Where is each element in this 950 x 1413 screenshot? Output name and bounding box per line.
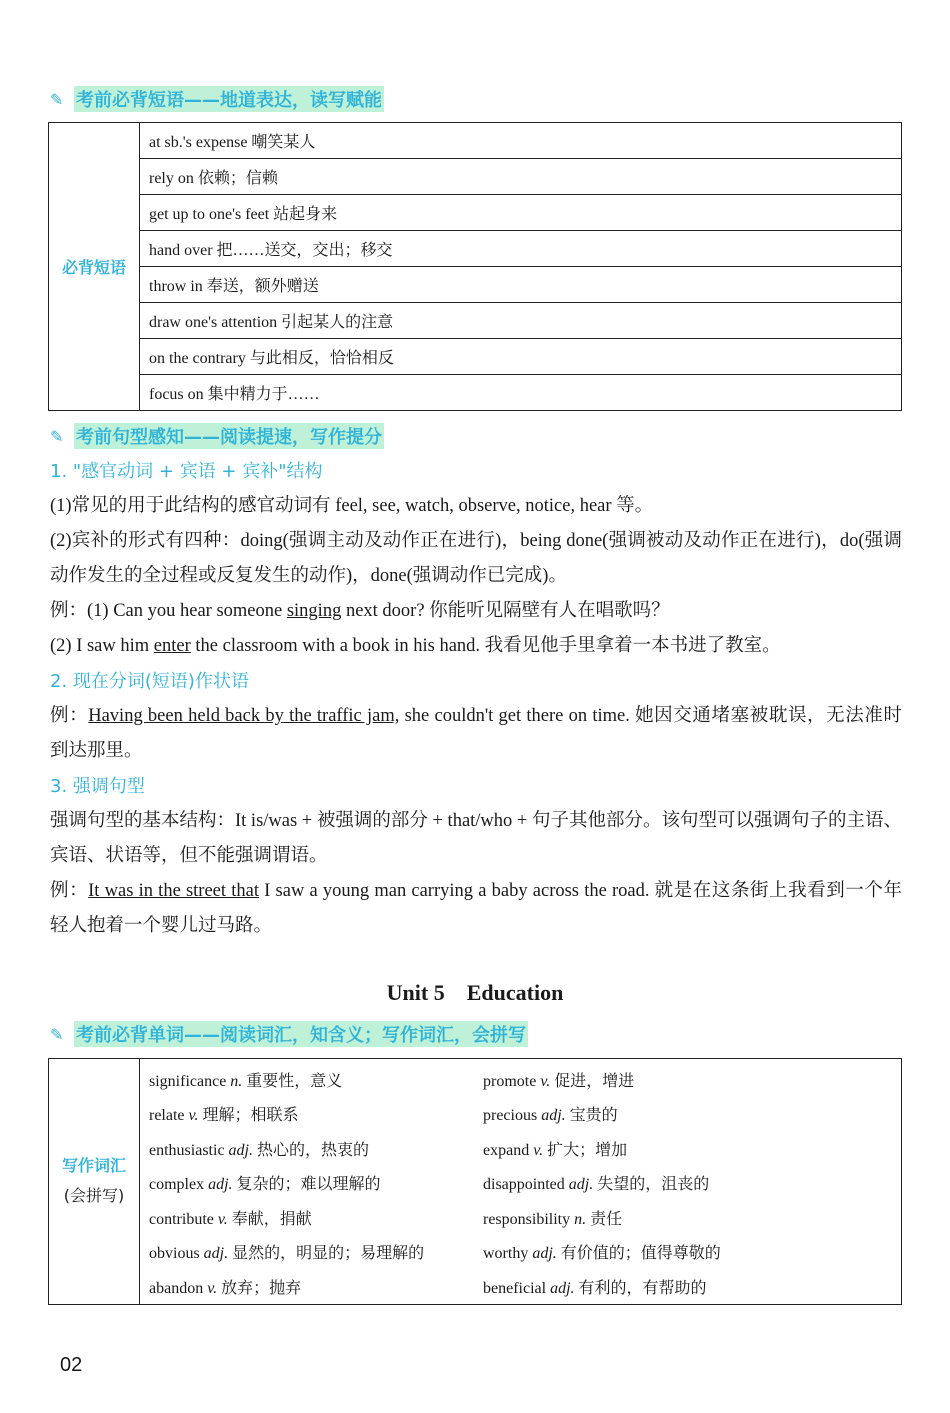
word-meaning: 奉献，捐献: [231, 1210, 312, 1228]
word-meaning: 失望的，沮丧的: [597, 1176, 710, 1194]
word-table: [48, 1058, 902, 1305]
pattern-1-line-1: (1)常见的用于此结构的感官动词有 feel, see, watch, observe, notice, hear 等。: [50, 496, 654, 516]
word: relate: [149, 1107, 185, 1125]
word-meaning: 放弃；抛弃: [221, 1279, 302, 1297]
example-text: 例：: [50, 881, 89, 901]
word-entry: [140, 1059, 484, 1097]
word-table-label: [49, 1059, 140, 1305]
word: precious: [483, 1107, 538, 1125]
section-heading-patterns: [50, 424, 384, 448]
word-entry: [140, 1235, 484, 1270]
phrase-item: at sb.'s expense 嘲笑某人: [140, 123, 902, 159]
word-entry: [140, 1269, 484, 1304]
pattern-3-example: [50, 874, 902, 944]
example-underline: It was in the street that: [88, 881, 259, 901]
example-text: she couldn't get there on time. 她因交通堵塞被耽误，无法准时到达那里。: [50, 706, 902, 761]
pattern-2-title: 2. 现在分词(短语)作状语: [50, 671, 249, 692]
word-entry: [483, 1200, 902, 1235]
part-of-speech: n.: [230, 1072, 243, 1090]
patterns-body: [50, 454, 902, 944]
word-meaning: 有价值的；值得尊敬的: [560, 1245, 721, 1263]
word-meaning: 宝贵的: [569, 1107, 618, 1125]
pattern-1-line-2: (2)宾补的形式有四种：doing(强调主动及动作正在进行)，being done(强调被动及动作正在进行)，do(强调动作发生的全过程或反复发生的动作)，done(强调动作已完成)。: [50, 531, 902, 586]
page-number: 02: [60, 1354, 83, 1376]
word: significance: [149, 1072, 227, 1090]
example-underline: singing: [286, 601, 342, 621]
example-text: 例：(1) Can you hear someone: [50, 601, 287, 621]
word-label-sub: (会拼写): [63, 1186, 125, 1206]
word: worthy: [483, 1245, 529, 1263]
phrase-item: on the contrary 与此相反，恰恰相反: [140, 339, 902, 375]
word-meaning: 重要性，意义: [246, 1072, 343, 1090]
word-meaning: 复杂的；难以理解的: [236, 1176, 381, 1194]
part-of-speech: adj.: [568, 1176, 594, 1194]
word-entry: [140, 1166, 484, 1201]
example-text: (2) I saw him: [50, 636, 154, 656]
pencil-icon: ✎: [50, 89, 64, 109]
pencil-icon: ✎: [50, 1024, 64, 1044]
pattern-2-example: [50, 699, 902, 769]
part-of-speech: n.: [574, 1210, 587, 1228]
example-underline: enter: [153, 636, 191, 656]
phrase-item: hand over 把……送交，交出；移交: [140, 231, 902, 267]
example-text: I saw a young man carrying a baby across the road. 就是在这条街上我看到一个年轻人抱着一个婴儿过马路。: [50, 881, 902, 936]
part-of-speech: adj.: [203, 1245, 229, 1263]
section-title: 考前必背单词——阅读词汇，知含义；写作词汇，会拼写: [74, 1021, 528, 1047]
phrase-table: [48, 122, 902, 411]
unit-title: Unit 5 Education: [386, 980, 564, 1005]
word-row: [49, 1097, 902, 1132]
phrase-item: get up to one's feet 站起身来: [140, 195, 902, 231]
word-row: [49, 1131, 902, 1166]
example-text: 例：: [50, 706, 89, 726]
word-row: [49, 1200, 902, 1235]
word-entry: [483, 1059, 902, 1097]
part-of-speech: v.: [188, 1107, 199, 1125]
part-of-speech: adj.: [550, 1279, 575, 1297]
pattern-3-title: 3. 强调句型: [50, 776, 145, 797]
word-entry: [140, 1097, 484, 1132]
phrase-table-label: 必背短语: [49, 123, 140, 411]
pattern-3-line-1: 强调句型的基本结构：It is/was + 被强调的部分 + that/who + 句子其他部分。该句型可以强调句子的主语、宾语、状语等，但不能强调谓语。: [50, 811, 902, 866]
word-entry: [140, 1131, 484, 1166]
pattern-1-example-2: [50, 629, 902, 664]
word-label-main: 写作词汇: [61, 1156, 126, 1176]
section-title: 考前必背短语——地道表达，读写赋能: [74, 86, 384, 112]
word: enthusiastic: [149, 1141, 225, 1159]
section-heading-phrases: [50, 87, 384, 111]
word: contribute: [149, 1210, 214, 1228]
pattern-1-example-1: [50, 594, 902, 629]
part-of-speech: adj.: [228, 1141, 253, 1159]
pattern-1-title: 1. "感官动词 + 宾语 + 宾补"结构: [50, 461, 323, 482]
word-row: [49, 1235, 902, 1270]
phrase-item: focus on 集中精力于……: [140, 375, 902, 411]
word-meaning: 扩大；增加: [547, 1141, 628, 1159]
example-text: next door? 你能听见隔壁有人在唱歌吗？: [341, 601, 670, 621]
word-meaning: 促进，增进: [554, 1072, 635, 1090]
word-meaning: 责任: [590, 1210, 623, 1228]
pencil-icon: ✎: [50, 426, 64, 446]
word-meaning: 显然的，明显的；易理解的: [232, 1245, 425, 1263]
example-text: the classroom with a book in his hand. 我看见他手里拿着一本书进了教室。: [190, 636, 781, 656]
word-meaning: 有利的，有帮助的: [578, 1279, 707, 1297]
word-entry: [483, 1235, 902, 1270]
example-underline: Having been held back by the traffic jam,: [88, 706, 400, 726]
word-row: [49, 1059, 902, 1097]
part-of-speech: adj.: [208, 1176, 233, 1194]
section-title: 考前句型感知——阅读提速，写作提分: [74, 423, 384, 449]
phrase-item: draw one's attention 引起某人的注意: [140, 303, 902, 339]
word-entry: [140, 1200, 484, 1235]
word-meaning: 热心的，热衷的: [257, 1141, 370, 1159]
word-row: [49, 1166, 902, 1201]
word: obvious: [149, 1245, 200, 1263]
word-row: [49, 1269, 902, 1304]
word: expand: [483, 1141, 530, 1159]
part-of-speech: adj.: [532, 1245, 557, 1263]
part-of-speech: adj.: [541, 1107, 566, 1125]
word: complex: [149, 1176, 205, 1194]
word-meaning: 理解；相联系: [202, 1107, 299, 1125]
word-entry: [483, 1131, 902, 1166]
part-of-speech: v.: [533, 1141, 544, 1159]
word-entry: [483, 1166, 902, 1201]
word-entry: [483, 1097, 902, 1132]
word: abandon: [149, 1279, 204, 1297]
section-heading-words: [50, 1022, 528, 1046]
part-of-speech: v.: [540, 1072, 551, 1090]
word: responsibility: [483, 1210, 571, 1228]
word: disappointed: [483, 1176, 565, 1194]
phrase-item: rely on 依赖；信赖: [140, 159, 902, 195]
word: promote: [483, 1072, 537, 1090]
part-of-speech: v.: [207, 1279, 218, 1297]
phrase-item: throw in 奉送，额外赠送: [140, 267, 902, 303]
word-entry: [483, 1269, 902, 1304]
word: beneficial: [483, 1279, 547, 1297]
part-of-speech: v.: [217, 1210, 228, 1228]
